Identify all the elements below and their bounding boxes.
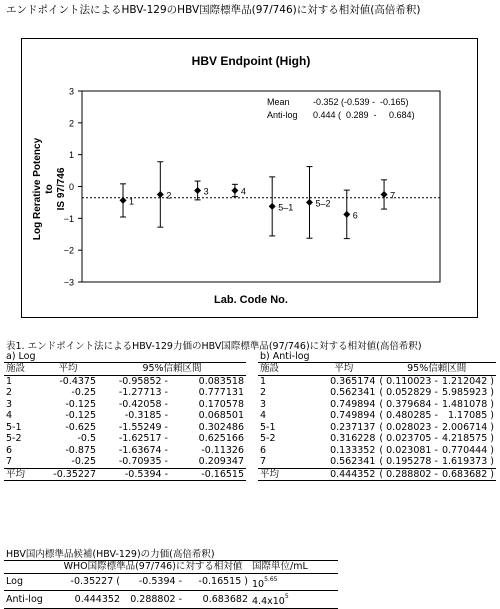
header-who-relative: WHO国際標準品(97/746)に対する相対値 (56, 561, 250, 574)
facility-cell: 6 (6, 444, 13, 456)
mean-cell: -0.875 (65, 444, 96, 456)
header-mean: 平均 (310, 363, 377, 376)
chart-title: HBV Endpoint (High) (191, 54, 311, 68)
point-label: 3 (203, 186, 209, 197)
data-point (194, 187, 201, 194)
header-mean: 平均 (38, 363, 98, 376)
y-tick-label: −1 (63, 213, 74, 224)
y-axis-label-line1: Log Rerative Potency (32, 137, 43, 241)
mean-cell: 0.749894 (330, 410, 376, 421)
table-row (4, 456, 246, 468)
point-label: 1 (129, 196, 135, 207)
ci-low-cell: -0.95852 - (118, 375, 168, 387)
header-facility: 施設 (258, 363, 310, 376)
ci-low-cell: ( 0.023705 - (379, 433, 438, 444)
data-point (120, 197, 127, 204)
facility-cell: 4 (260, 410, 267, 421)
antilog-table (258, 362, 496, 481)
facility-cell: 7 (260, 456, 267, 467)
mean-cell: 0.562341 (330, 456, 376, 467)
antilog-values: 0.444 ( 0.289 - 0.684) (313, 110, 415, 120)
mean-cell: 0.444352 (56, 591, 122, 609)
facility-cell: 5-1 (6, 421, 22, 433)
data-point (306, 199, 313, 206)
header-ci: 95%信頼区間 (98, 363, 246, 376)
mean-cell: -0.25 (71, 387, 96, 398)
ci-high-cell: -0.16515 (170, 468, 246, 481)
table-row (258, 375, 496, 387)
facility-cell: 2 (260, 387, 267, 398)
y-tick-label: −2 (63, 245, 74, 256)
mean-values: -0.352 (-0.539 - -0.165) (313, 97, 409, 107)
table-row (258, 410, 496, 422)
ci-high-cell: 0.683682 (184, 591, 250, 609)
mean-cell: 0.749894 (330, 398, 376, 410)
ci-low-cell: -1.62517 - (118, 433, 168, 444)
ci-low-cell: ( 0.110023 - (379, 375, 438, 387)
mean-cell: 0.365174 (330, 375, 376, 387)
table1-caption: 表1. エンドポイント法によるHBV-129力価のHBV国際標準品(97/746)に対する相対値(高倍希釈) (6, 341, 422, 352)
table-row (4, 375, 246, 387)
mean-cell: -0.25 (71, 456, 96, 467)
ci-high-cell: -0.16515 ) (198, 576, 248, 587)
table-row (4, 445, 246, 457)
table1-log-label: a) Log (6, 351, 36, 362)
mean-cell: -0.35227 ( (70, 576, 120, 587)
row-label: Anti-log (4, 591, 56, 609)
row-label: Log (6, 576, 23, 587)
iu-cell: $4.4x10^5$ (250, 591, 338, 609)
antilog-label: Anti-log (267, 110, 298, 120)
data-point (269, 203, 276, 210)
ci-high-cell: 1.17085 ) (447, 410, 494, 421)
average-row (4, 468, 246, 481)
ci-high-cell: 0.068501 (198, 410, 244, 421)
endpoint-chart (22, 39, 479, 319)
table-row (4, 399, 246, 411)
mean-cell: -0.125 (65, 398, 96, 410)
mean-cell: -0.5 (77, 433, 96, 444)
facility-cell: 6 (260, 444, 267, 456)
header-ci: 95%信頼区間 (377, 363, 496, 376)
ci-high-cell: 0.770444 ) (441, 444, 494, 456)
ci-low-cell: -0.3185 - (124, 410, 168, 421)
ci-low-cell: ( 0.023081 - (379, 444, 438, 456)
ci-low-cell: ( 0.052829 - (379, 387, 438, 398)
y-tick-label: 1 (68, 150, 74, 161)
mean-cell: 0.237137 (330, 421, 376, 433)
y-tick-label: 2 (68, 118, 74, 129)
average-row (258, 468, 496, 481)
table-row (258, 456, 496, 468)
table-row (258, 399, 496, 411)
ci-high-cell: 4.218575 ) (441, 433, 494, 444)
ci-low-cell: -0.70935 - (118, 456, 168, 467)
ci-high-cell: 5.985923 ) (441, 387, 494, 398)
mean-cell: 0.562341 (330, 387, 376, 398)
ci-high-cell: 0.083518 (198, 375, 244, 387)
point-label: 7 (390, 190, 396, 201)
table-row (258, 387, 496, 399)
ci-low-cell: ( 0.379684 - (379, 398, 438, 410)
ci-low-cell: -1.55249 - (118, 421, 168, 433)
ci-high-cell: 0.209347 (198, 456, 244, 467)
mean-cell: -0.125 (65, 410, 96, 421)
chart-frame (21, 38, 478, 318)
mean-cell: 0.444352 (310, 468, 377, 481)
table-row (4, 433, 246, 445)
facility-cell: 5-2 (6, 433, 22, 444)
table-row (4, 387, 246, 399)
facility-cell: 2 (6, 387, 13, 398)
mean-cell: -0.35227 (38, 468, 98, 481)
ci-low-cell: ( 0.480285 - (379, 410, 438, 421)
data-point (381, 191, 388, 198)
table-row (258, 422, 496, 434)
table-row (258, 445, 496, 457)
header-iu: 国際単位/mL (250, 561, 338, 574)
ci-low-cell: -0.5394 - (98, 468, 170, 481)
y-axis-label-line2: to (44, 184, 55, 194)
y-tick-label: 3 (68, 86, 74, 97)
mean-label: Mean (267, 97, 290, 107)
mean-cell: -0.625 (65, 421, 96, 433)
table-row (4, 422, 246, 434)
ci-high-cell: 0.683682 ) (440, 468, 496, 481)
ci-low-cell: ( 0.195278 - (379, 456, 438, 467)
point-label: 5–2 (315, 198, 331, 209)
point-label: 4 (240, 186, 246, 197)
facility-cell: 5-2 (260, 433, 276, 444)
ci-low-cell: -1.27713 - (118, 387, 168, 398)
page-title: エンドポイント法によるHBV-129のHBV国際標準品(97/746)に対する相対値(高倍希釈) (6, 4, 421, 16)
data-point (343, 211, 350, 218)
y-tick-label: −3 (63, 277, 74, 288)
table-row (4, 591, 338, 609)
point-label: 2 (166, 190, 172, 201)
potency-table (4, 560, 338, 609)
ci-low-cell: -0.42058 - (118, 398, 168, 410)
data-point (157, 191, 164, 198)
facility-cell: 5-1 (260, 421, 276, 433)
ci-high-cell: 0.625166 (198, 433, 244, 444)
facility-cell: 3 (260, 398, 267, 410)
iu-cell: $10^{5.65}$ (252, 575, 278, 590)
y-axis-label-line3: IS 97/746 (56, 167, 67, 211)
mean-cell: -0.4375 (59, 375, 96, 387)
table-row (4, 573, 338, 591)
facility-cell: 7 (6, 456, 13, 467)
ci-high-cell: 1.481078 ) (441, 398, 494, 410)
data-point (231, 187, 238, 194)
facility-cell: 1 (260, 375, 267, 387)
ci-high-cell: 0.777131 (198, 387, 244, 398)
mean-cell: 0.316228 (330, 433, 376, 444)
mean-cell: 0.133352 (330, 444, 376, 456)
facility-cell: 平均 (4, 468, 38, 481)
facility-cell: 平均 (258, 468, 310, 481)
ci-high-cell: 2.006714 ) (441, 421, 494, 433)
ci-high-cell: 0.302486 (198, 421, 244, 433)
ci-low-cell: -1.63674 - (118, 444, 168, 456)
facility-cell: 4 (6, 410, 13, 421)
ci-low-cell: -0.5394 - (138, 576, 182, 587)
ci-low-cell: 0.288802 - (122, 591, 184, 609)
ci-high-cell: 1.212042 ) (441, 375, 494, 387)
ci-high-cell: 0.170578 (198, 398, 244, 410)
table-row (258, 433, 496, 445)
header-facility: 施設 (4, 363, 38, 376)
x-axis-label: Lab. Code No. (214, 294, 288, 306)
ci-low-cell: ( 0.288802 - (379, 468, 438, 480)
facility-cell: 1 (6, 375, 13, 387)
ci-low-cell: ( 0.028023 - (379, 421, 438, 433)
ci-high-cell: -0.11326 (201, 444, 244, 456)
y-tick-label: 0 (68, 182, 74, 192)
log-table (4, 362, 246, 481)
table2-caption: HBV国内標準品候補(HBV-129)の力価(高倍希釈) (6, 549, 215, 560)
point-label: 6 (352, 210, 358, 221)
facility-cell: 3 (6, 398, 13, 410)
table1-antilog-label: b) Anti-log (260, 351, 310, 362)
point-label: 5–1 (278, 202, 294, 213)
ci-high-cell: 1.619373 ) (441, 456, 494, 467)
table-row (4, 410, 246, 422)
